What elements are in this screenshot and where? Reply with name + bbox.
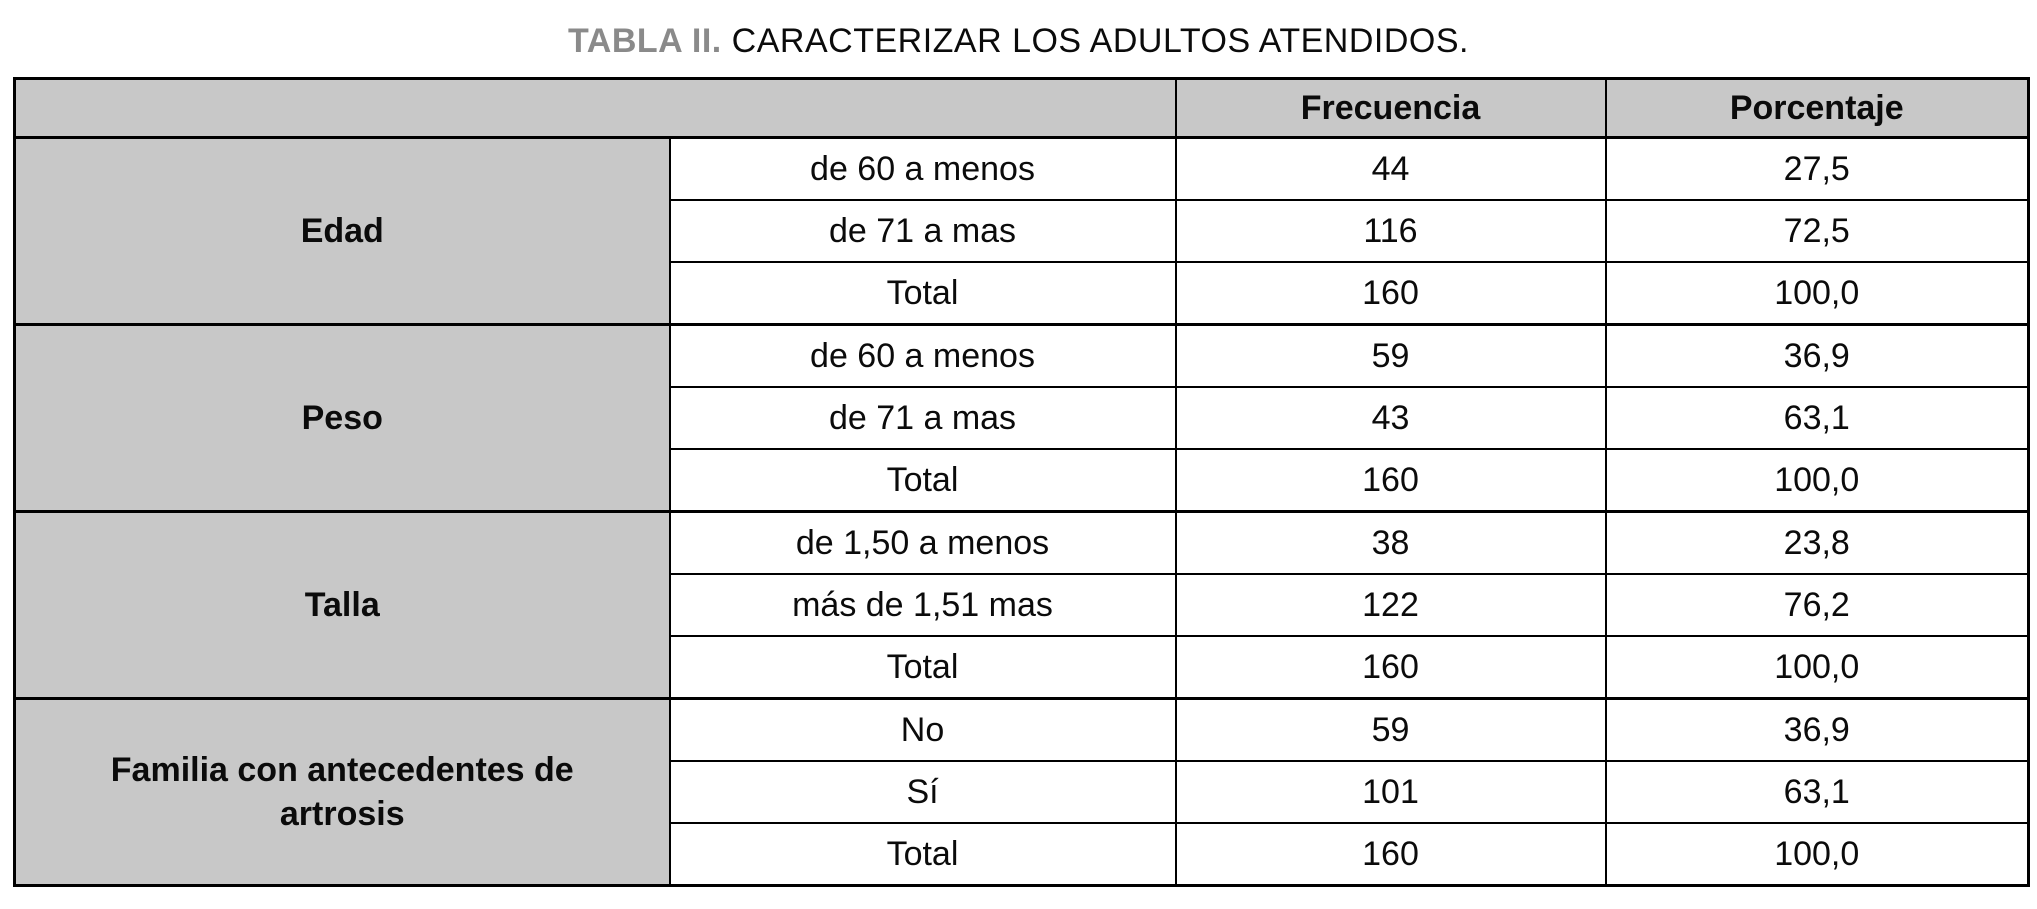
porcentaje-cell: 100,0 [1606, 823, 2029, 886]
category-label: Edad [300, 211, 384, 250]
category-label: Talla [304, 585, 380, 624]
subcategory-cell: de 71 a mas [670, 200, 1176, 262]
title-tabla-label: TABLA II. [568, 22, 722, 60]
frecuencia-cell: 38 [1176, 512, 1606, 575]
subcategory-cell: de 60 a menos [670, 138, 1176, 201]
porcentaje-cell: 100,0 [1606, 636, 2029, 699]
frecuencia-cell: 116 [1176, 200, 1606, 262]
frecuencia-cell: 160 [1176, 823, 1606, 886]
frecuencia-cell: 160 [1176, 449, 1606, 512]
porcentaje-cell: 63,1 [1606, 761, 2029, 823]
frecuencia-cell: 122 [1176, 574, 1606, 636]
header-empty-cell [15, 79, 1176, 138]
subcategory-cell: Sí [670, 761, 1176, 823]
porcentaje-cell: 63,1 [1606, 387, 2029, 449]
title-caption: CARACTERIZAR LOS ADULTOS ATENDIDOS. [731, 22, 1469, 60]
category-cell-edad [15, 138, 670, 325]
porcentaje-cell: 36,9 [1606, 325, 2029, 388]
header-porcentaje: Porcentaje [1606, 79, 2029, 138]
subcategory-cell: Total [670, 262, 1176, 325]
page-title [0, 0, 2037, 61]
category-label: Familia con antecedentes de artrosis [110, 750, 574, 833]
subcategory-cell: Total [670, 449, 1176, 512]
frecuencia-cell: 59 [1176, 325, 1606, 388]
frecuencia-cell: 43 [1176, 387, 1606, 449]
table-row [15, 512, 2029, 575]
subcategory-cell: de 60 a menos [670, 325, 1176, 388]
subcategory-cell: de 1,50 a menos [670, 512, 1176, 575]
category-cell-peso [15, 325, 670, 512]
porcentaje-cell: 76,2 [1606, 574, 2029, 636]
porcentaje-cell: 27,5 [1606, 138, 2029, 201]
subcategory-cell: Total [670, 823, 1176, 886]
porcentaje-cell: 23,8 [1606, 512, 2029, 575]
porcentaje-cell: 36,9 [1606, 699, 2029, 762]
frecuencia-cell: 44 [1176, 138, 1606, 201]
table-header-row [15, 79, 2029, 138]
frecuencia-cell: 160 [1176, 636, 1606, 699]
frecuencia-cell: 59 [1176, 699, 1606, 762]
frecuencia-cell: 101 [1176, 761, 1606, 823]
porcentaje-cell: 72,5 [1606, 200, 2029, 262]
header-frecuencia: Frecuencia [1176, 79, 1606, 138]
frecuencia-cell: 160 [1176, 262, 1606, 325]
category-cell-familia-antecedentes [15, 699, 670, 886]
subcategory-cell: Total [670, 636, 1176, 699]
subcategory-cell: de 71 a mas [670, 387, 1176, 449]
table-row [15, 699, 2029, 762]
porcentaje-cell: 100,0 [1606, 262, 2029, 325]
category-label: Peso [301, 398, 383, 437]
table-row [15, 138, 2029, 201]
table-row [15, 325, 2029, 388]
category-cell-talla [15, 512, 670, 699]
porcentaje-cell: 100,0 [1606, 449, 2029, 512]
subcategory-cell: más de 1,51 mas [670, 574, 1176, 636]
subcategory-cell: No [670, 699, 1176, 762]
adults-characterization-table [13, 77, 2030, 887]
